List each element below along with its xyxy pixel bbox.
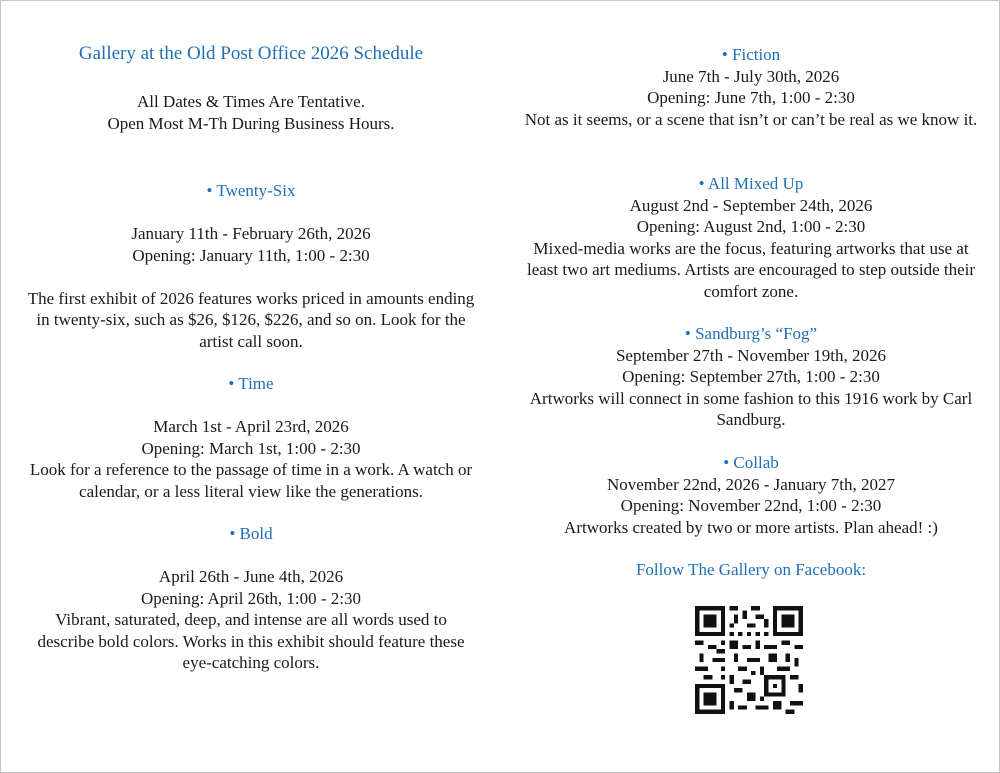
note-line-2: Open Most M-Th During Business Hours. (107, 113, 395, 133)
exhibit-name: • All Mixed Up (698, 174, 804, 193)
exhibit-all-mixed-up (523, 173, 979, 302)
exhibit-opening: Opening: March 1st, 1:00 - 2:30 (141, 438, 361, 458)
exhibit-name: • Twenty-Six (206, 181, 296, 200)
tentative-note (26, 91, 476, 134)
facebook-follow-text[interactable]: Follow The Gallery on Facebook: (635, 560, 867, 579)
exhibit-description: Artworks will connect in some fashion to this 1916 work by Carl Sandburg. (529, 388, 973, 429)
exhibit-dates: March 1st - April 23rd, 2026 (153, 417, 349, 436)
exhibit-description: Vibrant, saturated, deep, and intense are all words used to describe bold colors. Works in this exhibit should feature these eye-catching colors. (37, 610, 465, 672)
exhibit-opening: Opening: January 11th, 1:00 - 2:30 (132, 245, 370, 265)
exhibit-description: Mixed-media works are the focus, featuring artworks that use at least two art mediums. Artists are encouraged to step outside their comfort zone. (526, 238, 976, 301)
exhibit-description: Artworks created by two or more artists. Plan ahead! :) (564, 517, 938, 537)
page-title: Gallery at the Old Post Office 2026 Schedule (78, 43, 424, 64)
exhibit-name: • Collab (723, 453, 779, 472)
exhibit-description: The first exhibit of 2026 features works priced in amounts ending in twenty-six, such as $26, $126, $226, and so on. Look for the artist call soon. (27, 288, 475, 351)
exhibit-name: • Bold (229, 524, 273, 543)
exhibit-dates: November 22nd, 2026 - January 7th, 2027 (606, 474, 895, 494)
exhibit-dates: September 27th - November 19th, 2026 (615, 345, 887, 365)
exhibit-name: • Fiction (721, 45, 781, 64)
exhibit-description: Not as it seems, or a scene that isn’t or can’t be real as we know it. (524, 109, 978, 129)
facebook-qr-code[interactable] (695, 606, 803, 714)
exhibit-collab (523, 452, 979, 538)
exhibit-time (26, 373, 476, 502)
exhibit-dates: April 26th - June 4th, 2026 (158, 567, 344, 586)
exhibit-opening: Opening: April 26th, 1:00 - 2:30 (140, 588, 362, 608)
exhibit-dates: January 11th - February 26th, 2026 (131, 224, 371, 243)
exhibit-twenty-six (26, 180, 476, 352)
exhibit-fiction (523, 44, 979, 130)
exhibit-description: Look for a reference to the passage of time in a work. A watch or calendar, or a less literal view like the generations. (29, 460, 473, 501)
exhibit-opening: Opening: August 2nd, 1:00 - 2:30 (636, 217, 866, 236)
note-line-1: All Dates & Times Are Tentative. (137, 92, 365, 111)
exhibit-bold (26, 523, 476, 674)
exhibit-opening: Opening: September 27th, 1:00 - 2:30 (622, 367, 880, 386)
exhibit-name: • Time (228, 374, 274, 393)
exhibit-sandburgs-fog (523, 323, 979, 431)
exhibit-opening: Opening: November 22nd, 1:00 - 2:30 (620, 496, 882, 515)
exhibit-opening: Opening: June 7th, 1:00 - 2:30 (647, 88, 855, 107)
exhibit-dates: August 2nd - September 24th, 2026 (629, 195, 873, 215)
exhibit-name: • Sandburg’s “Fog” (684, 324, 818, 343)
exhibit-dates: June 7th - July 30th, 2026 (662, 66, 840, 86)
